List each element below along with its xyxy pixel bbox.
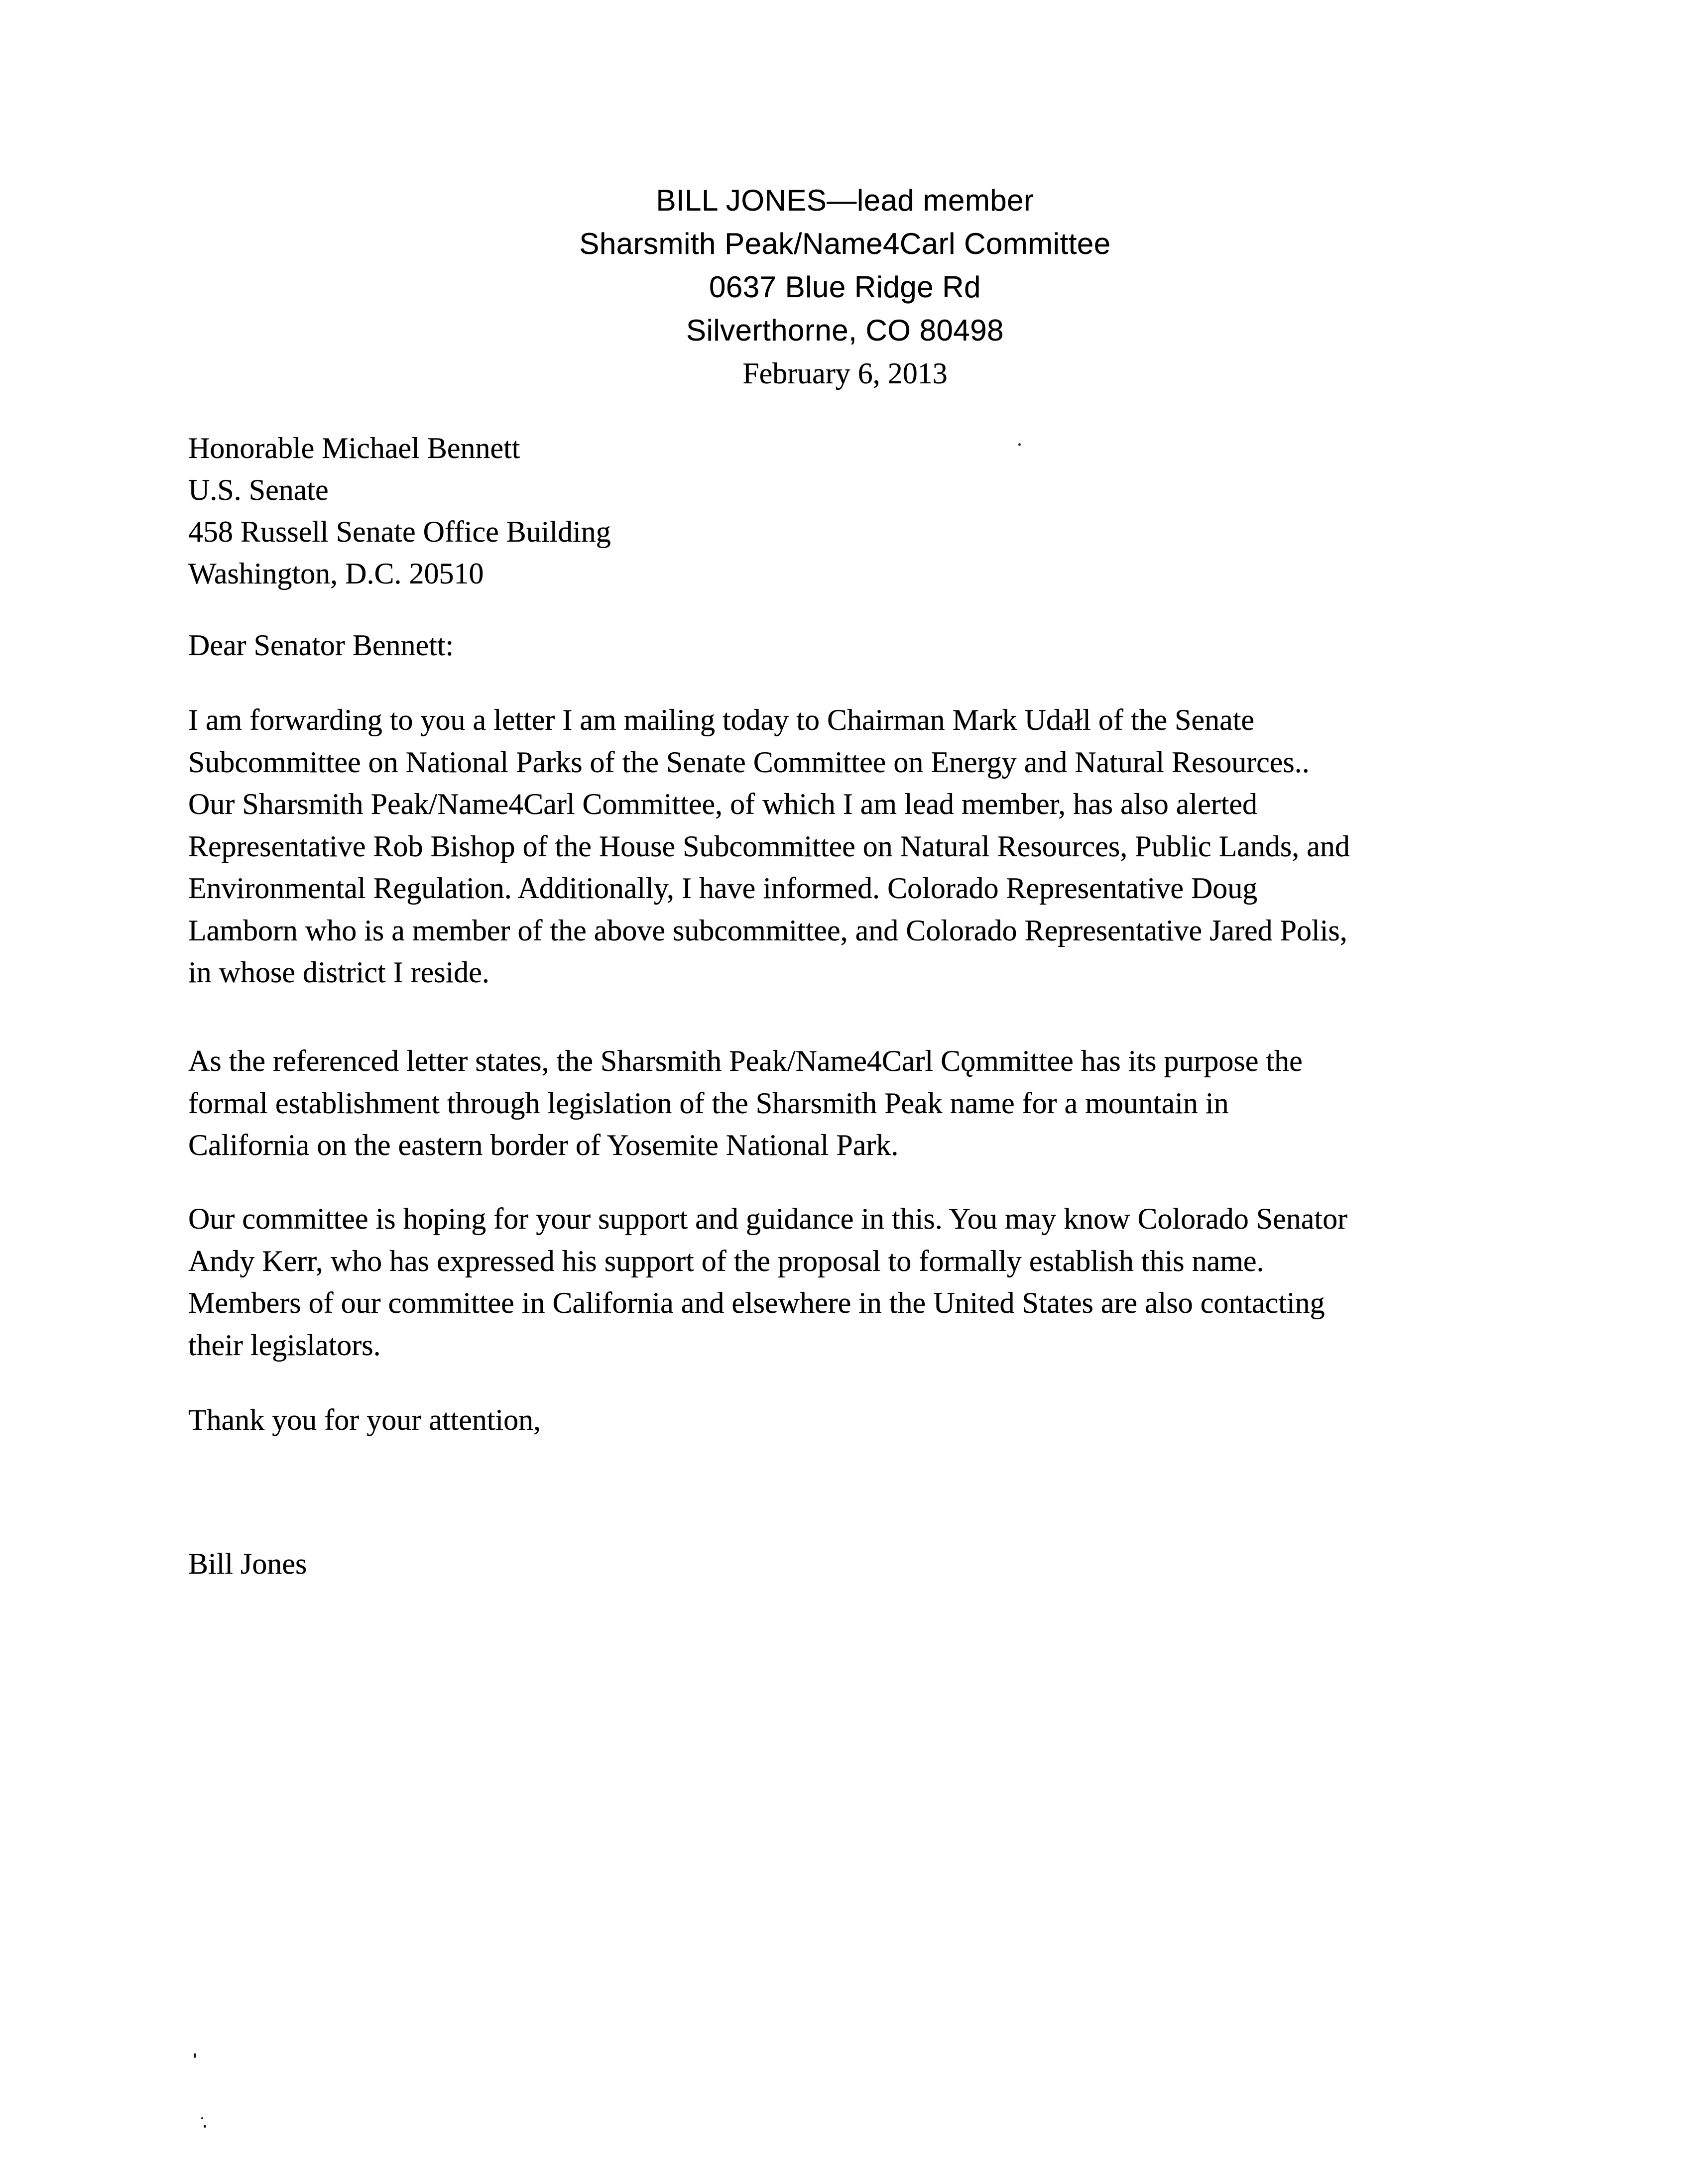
- scan-speck: [204, 2125, 206, 2128]
- body-line: their legislators.: [188, 1328, 381, 1362]
- scan-speck: [1018, 443, 1021, 446]
- valediction: Thank you for your attention,: [188, 1403, 541, 1436]
- body-line: Subcommittee on National Parks of the Senate Committee on Energy and Natural Resources..: [188, 745, 1310, 779]
- body-line: California on the eastern border of Yosemite National Park.: [188, 1129, 899, 1161]
- recipient-line: U.S. Senate: [188, 473, 329, 506]
- body-paragraph: [188, 699, 1350, 994]
- recipient-address: [188, 427, 611, 594]
- body-line: in whose district I reside.: [188, 956, 489, 989]
- body-line: Members of our committee in California and elsewhere in the United States are also contacting: [188, 1286, 1325, 1319]
- letterhead: [0, 179, 1690, 395]
- body-line: formal establishment through legislation of the Sharsmith Peak name for a mountain in: [188, 1086, 1229, 1120]
- letterhead-committee-line: Sharsmith Peak/Name4Carl Committee: [579, 227, 1111, 260]
- body-paragraph: [188, 1198, 1347, 1366]
- body-line: Andy Kerr, who has expressed his support of the proposal to formally establish this name.: [188, 1244, 1264, 1277]
- body-line: Lamborn who is a member of the above subcommittee, and Colorado Representative Jared Polis,: [188, 914, 1347, 947]
- scan-speck: [201, 2117, 203, 2119]
- scan-speck: [194, 2053, 196, 2058]
- letter-date: February 6, 2013: [742, 357, 948, 390]
- salutation: Dear Senator Bennett:: [188, 629, 454, 662]
- letterhead-street-line: 0637 Blue Ridge Rd: [709, 270, 981, 304]
- body-line: Environmental Regulation. Additionally, I have informed. Colorado Representative Doug: [188, 872, 1258, 905]
- recipient-line: Washington, D.C. 20510: [188, 557, 484, 590]
- letterhead-city-line: Silverthorne, CO 80498: [686, 314, 1004, 347]
- body-paragraph: [188, 1040, 1303, 1166]
- body-line: I am forwarding to you a letter I am mailing today to Chairman Mark Udałl of the Senate: [188, 703, 1255, 736]
- letterhead-sender-line: BILL JONES—lead member: [656, 184, 1034, 217]
- recipient-line: 458 Russell Senate Office Building: [188, 515, 611, 548]
- body-line: As the referenced letter states, the Sharsmith Peak/Name4Carl Cǫmmittee has its purpose the: [188, 1044, 1303, 1077]
- signature-name: Bill Jones: [188, 1547, 307, 1580]
- body-line: Our committee is hoping for your support and guidance in this. You may know Colorado Senator: [188, 1202, 1348, 1235]
- body-line: Representative Rob Bishop of the House Subcommittee on Natural Resources, Public Lands, and: [188, 829, 1350, 863]
- body-line: Our Sharsmith Peak/Name4Carl Committee, of which I am lead member, has also alerted: [188, 788, 1257, 820]
- recipient-line: Honorable Michael Bennett: [188, 432, 520, 464]
